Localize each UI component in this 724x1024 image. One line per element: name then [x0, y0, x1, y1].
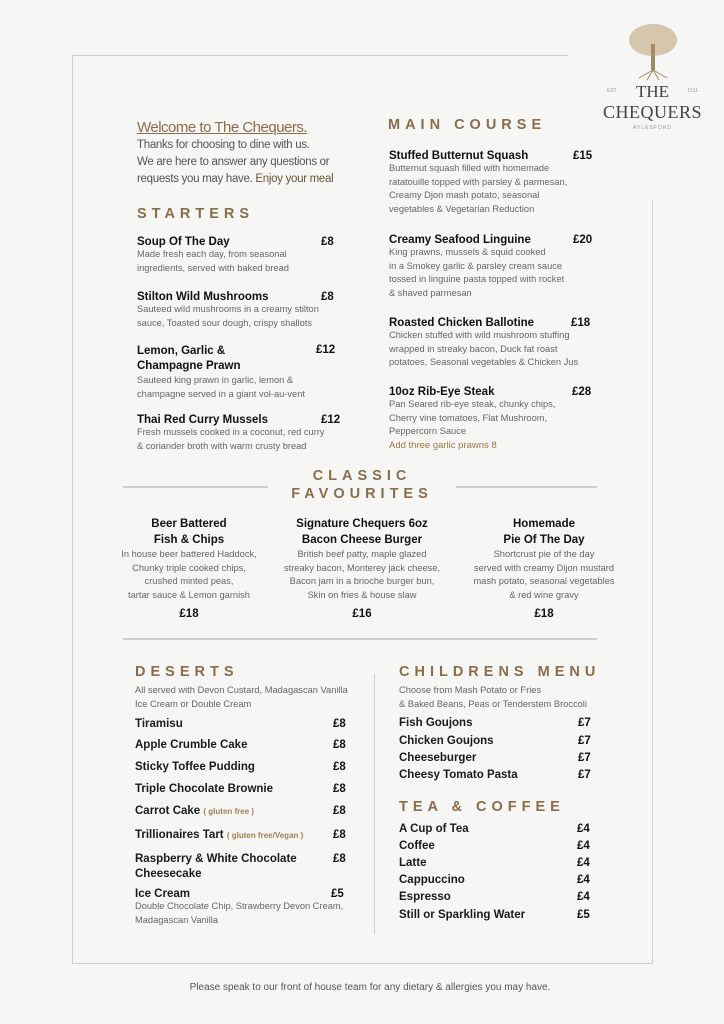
item-desc: Peppercorn Sauce	[389, 426, 467, 436]
note-line: Choose from Mash Potato or Fries	[399, 685, 542, 695]
item-price: £4	[577, 874, 590, 886]
note-line: Ice Cream or Double Cream	[135, 698, 252, 709]
logo-year: 1511	[687, 88, 698, 94]
item-name: Espresso	[399, 891, 451, 903]
item-name: 10oz Rib-Eye Steak	[389, 386, 495, 398]
item-price: £4	[577, 840, 590, 852]
item-desc: & coriander broth with warm crusty bread	[137, 440, 307, 451]
item-name: Thai Red Curry Mussels	[137, 414, 269, 426]
item-addon: Add three garlic prawns 8	[389, 439, 497, 451]
item-name: Trillionaires Tart	[135, 829, 224, 841]
menu-item	[399, 891, 590, 903]
item-desc: Chunky triple cooked chips,	[132, 562, 246, 573]
menu-item	[104, 516, 274, 620]
menu-item	[399, 752, 591, 764]
welcome-title: Welcome to The Chequers.	[137, 119, 308, 136]
menu-item	[135, 829, 348, 841]
item-name: Homemade	[513, 518, 575, 530]
item-desc: served with creamy Dijon mustard	[473, 562, 615, 573]
item-desc: streaky bacon, Monterey jack cheese,	[283, 562, 441, 573]
menu-item	[137, 344, 337, 401]
menu-item	[399, 857, 590, 869]
classic-heading-line: FAVOURITES	[291, 486, 433, 502]
item-desc: wrapped in streaky bacon, Duck fat roast	[389, 343, 558, 354]
item-desc: Chicken stuffed with wild mushroom stuffing	[389, 330, 570, 340]
menu-item	[399, 717, 591, 729]
divider	[456, 486, 597, 488]
item-desc: mash potato, seasonal vegetables	[473, 576, 615, 586]
item-desc: King prawns, mussels & squid cooked	[389, 247, 546, 257]
note-line: All served with Devon Custard, Madagascan Vanilla	[135, 685, 348, 695]
item-price: £7	[578, 752, 591, 764]
item-price: £18	[179, 608, 199, 620]
item-name: Pie Of The Day	[503, 534, 585, 546]
deserts-note	[135, 684, 348, 711]
welcome	[137, 119, 333, 188]
menu-item	[389, 317, 604, 370]
item-name: Coffee	[399, 840, 435, 852]
note-line: & Baked Beans, Peas or Tenderstem Broccoli	[399, 698, 587, 709]
item-price: £28	[572, 386, 592, 398]
logo-place: AYLESFORD	[633, 125, 672, 131]
item-desc: tossed in linguine pasta topped with rocket	[389, 274, 565, 284]
dietary-tag: ( gluten free )	[203, 807, 255, 816]
column-divider	[374, 674, 375, 934]
item-name: Chicken Goujons	[399, 735, 494, 747]
main-course-heading: MAIN COURSE	[388, 117, 547, 133]
menu-item	[399, 909, 590, 921]
tree-icon	[623, 20, 683, 82]
menu-item	[137, 236, 337, 275]
frame-left	[72, 55, 73, 964]
item-desc: Sauteed wild mushrooms in a creamy stilton	[137, 304, 319, 314]
item-price: £8	[333, 783, 346, 795]
tea-coffee-heading: TEA & COFFEE	[399, 799, 565, 815]
item-name: Stilton Wild Mushrooms	[137, 291, 269, 303]
logo	[595, 20, 710, 155]
item-price: £4	[577, 823, 590, 835]
menu-item	[135, 783, 348, 795]
item-price: £8	[333, 761, 346, 773]
menu-item	[399, 769, 591, 781]
welcome-line: requests you may have.	[137, 173, 253, 185]
menu-item	[389, 386, 604, 453]
item-desc: Double Chocolate Chip, Strawberry Devon Cream,	[135, 901, 344, 911]
item-price: £4	[577, 891, 590, 903]
item-desc: Sauteed king prawn in garlic, lemon &	[137, 375, 294, 385]
item-price: £15	[573, 150, 593, 162]
item-price: £8	[321, 236, 334, 248]
deserts-heading: DESERTS	[135, 664, 239, 680]
item-name: Ice Cream	[135, 888, 190, 900]
item-name: Latte	[399, 857, 427, 869]
item-price: £8	[333, 805, 346, 817]
item-name: Still or Sparkling Water	[399, 909, 526, 921]
enjoy-text: Enjoy your meal	[255, 173, 334, 185]
footer-note: Please speak to our front of house team for any dietary & allergies you may have.	[189, 982, 551, 993]
item-desc: Butternut squash filled with homemade	[389, 163, 550, 173]
item-desc: vegetables & Vegetarian Reduction	[389, 203, 535, 214]
item-price: £12	[316, 344, 336, 356]
item-name: Soup Of The Day	[137, 236, 230, 248]
item-price: £16	[352, 608, 372, 620]
item-desc: Bacon jam in a brioche burger bun,	[289, 576, 435, 586]
frame-top	[72, 55, 568, 56]
item-desc: champagne served in a giant vol-au-vent	[137, 388, 305, 399]
item-name: Cheesecake	[135, 868, 202, 880]
menu-item	[389, 150, 599, 216]
item-desc: sauce, Toasted sour dough, crispy shallots	[137, 317, 313, 328]
item-name: Signature Chequers 6oz	[296, 518, 428, 530]
item-price: £5	[331, 888, 344, 900]
item-name: Fish Goujons	[399, 717, 473, 729]
starters-heading: STARTERS	[137, 206, 255, 222]
menu-item	[135, 805, 348, 817]
logo-est: EST	[607, 88, 617, 94]
menu-item	[459, 516, 629, 620]
menu-item	[135, 852, 348, 882]
item-name: Tiramisu	[135, 718, 183, 730]
item-price: £8	[333, 853, 346, 865]
item-name: Carrot Cake	[135, 805, 201, 817]
item-price: £12	[321, 414, 341, 426]
item-price: £8	[321, 291, 334, 303]
item-name: Cappuccino	[399, 874, 465, 886]
item-price: £8	[333, 718, 346, 730]
item-desc: & shaved parmesan	[389, 287, 472, 298]
item-price: £20	[573, 234, 593, 246]
item-name: Cheeseburger	[399, 752, 477, 764]
item-price: £7	[578, 735, 591, 747]
item-name: Champagne Prawn	[137, 360, 241, 372]
item-desc: Pan Seared rib-eye steak, chunky chips,	[389, 399, 556, 409]
item-desc: in a Smokey garlic & parsley cream sauce	[389, 260, 563, 271]
menu-item	[135, 888, 348, 927]
menu-item	[399, 874, 590, 886]
item-price: £8	[333, 829, 346, 841]
menu-item	[135, 739, 348, 751]
item-desc: In house beer battered Haddock,	[121, 549, 257, 559]
item-name: Raspberry & White Chocolate	[135, 853, 297, 865]
menu-item	[135, 718, 348, 730]
logo-name-2: CHEQUERS	[602, 102, 702, 122]
item-name: Apple Crumble Cake	[135, 739, 248, 751]
item-desc: & red wine gravy	[509, 589, 579, 600]
item-name: Beer Battered	[151, 518, 227, 530]
menu-item	[389, 234, 604, 300]
classic-heading	[262, 467, 462, 503]
item-price: £7	[578, 717, 591, 729]
item-desc: Fresh mussels cooked in a coconut, red curry	[137, 427, 325, 437]
menu-item	[399, 735, 591, 747]
menu-item	[399, 823, 590, 835]
item-name: Fish & Chips	[153, 534, 225, 546]
item-desc: ratatouille topped with parsley & parmesan,	[389, 176, 568, 187]
item-desc: ingredients, served with baked bread	[137, 262, 289, 273]
divider	[123, 638, 597, 640]
childrens-note	[399, 684, 587, 711]
menu-item	[399, 840, 590, 852]
item-desc: potatoes, Seasonal vegetables & Chicken Jus	[389, 357, 579, 367]
item-name: A Cup of Tea	[399, 823, 469, 835]
item-price: £18	[571, 317, 591, 329]
dietary-tag: ( gluten free/Vegan )	[226, 831, 304, 840]
item-name: Triple Chocolate Brownie	[135, 783, 274, 795]
item-desc: crushed minted peas,	[144, 576, 234, 586]
welcome-line: Thanks for choosing to dine with us.	[137, 139, 310, 151]
menu-item	[135, 761, 348, 773]
item-name: Stuffed Butternut Squash	[389, 150, 529, 162]
item-desc: Shortcrust pie of the day	[493, 549, 595, 559]
item-desc: Made fresh each day, from seasonal	[137, 249, 287, 259]
item-price: £5	[577, 909, 590, 921]
childrens-menu-heading: CHILDRENS MENU	[399, 664, 601, 680]
menu-item	[272, 516, 452, 620]
logo-name-1: THE	[635, 82, 670, 101]
item-desc: Skin on fries & house slaw	[307, 589, 417, 600]
item-desc: Creamy Djon mash potato, seasonal	[389, 190, 540, 200]
item-name: Sticky Toffee Pudding	[135, 761, 255, 773]
item-desc: British beef patty, maple glazed	[297, 549, 427, 559]
welcome-line: We are here to answer any questions or	[137, 156, 330, 168]
item-desc: tartar sauce & Lemon garnish	[128, 589, 250, 600]
menu-item	[137, 291, 337, 330]
frame-bottom	[72, 963, 652, 964]
item-price: £4	[577, 857, 590, 869]
item-name: Cheesy Tomato Pasta	[399, 769, 518, 781]
item-desc: Cherry vine tomatoes, Flat Mushroom,	[389, 412, 548, 423]
item-price: £8	[333, 739, 346, 751]
classic-heading-line: CLASSIC	[312, 468, 412, 484]
item-name: Lemon, Garlic &	[137, 345, 226, 357]
divider	[123, 486, 268, 488]
item-desc: Madagascan Vanilla	[135, 914, 219, 925]
frame-right	[652, 200, 653, 964]
item-price: £7	[578, 769, 591, 781]
menu-item	[137, 414, 342, 453]
item-price: £18	[534, 608, 554, 620]
item-name: Bacon Cheese Burger	[301, 534, 423, 546]
item-name: Roasted Chicken Ballotine	[389, 317, 535, 329]
item-name: Creamy Seafood Linguine	[389, 234, 531, 246]
